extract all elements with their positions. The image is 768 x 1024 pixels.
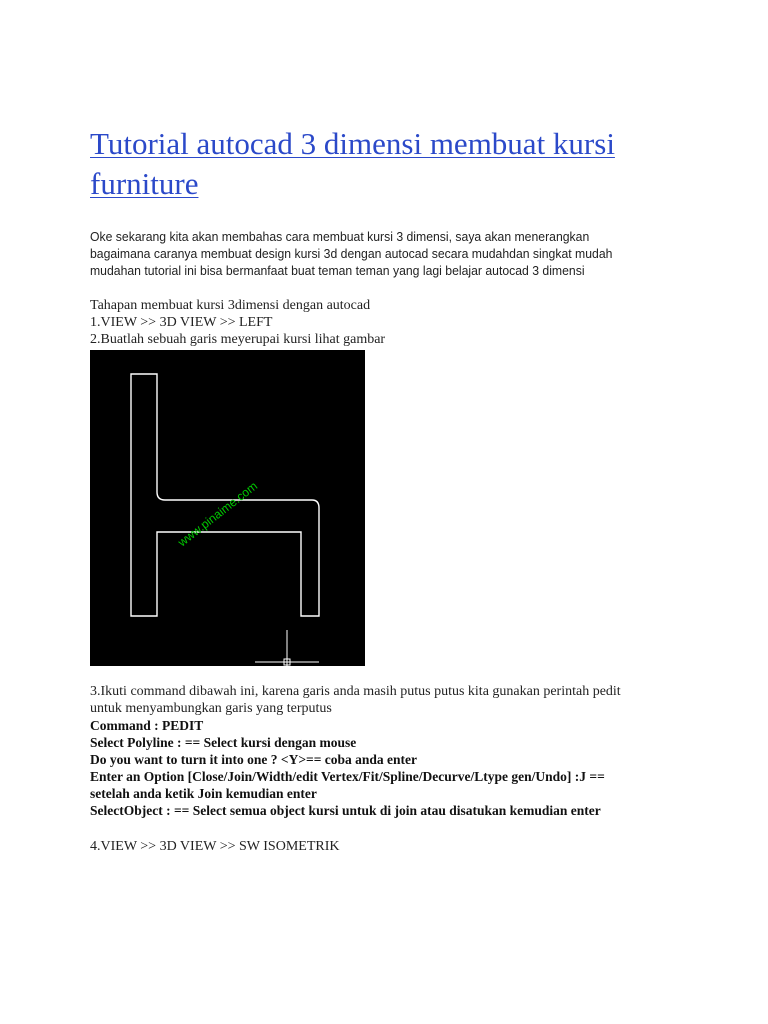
command-after-join: setelah anda ketik Join kemudian enter xyxy=(90,786,317,801)
step-2: 2.Buatlah sebuah garis meyerupai kursi lihat gambar xyxy=(90,332,386,347)
steps-heading: Tahapan membuat kursi 3dimensi dengan autocad xyxy=(90,298,371,313)
step-3-block xyxy=(90,683,680,819)
intro-paragraph: Oke sekarang kita akan membahas cara membuat kursi 3 dimensi, saya akan menerangkan bagaimana caranya membuat design kursi 3d dengan autocad secara mudahdan singkat mudah mudahan tutorial ini bisa bermanfaat buat teman teman yang lagi belajar autocad 3 dimensi xyxy=(90,229,613,278)
command-pedit: Command : PEDIT xyxy=(90,718,204,733)
step-3-line-2: untuk menyambungkan garis yang terputus xyxy=(90,701,332,716)
command-turn-into-one: Do you want to turn it into one ? <Y>== coba anda enter xyxy=(90,752,418,767)
autocad-chair-drawing xyxy=(90,350,365,666)
steps-list xyxy=(90,297,690,348)
article-title-link[interactable]: Tutorial autocad 3 dimensi membuat kursi furniture xyxy=(90,126,615,201)
step-1: 1.VIEW >> 3D VIEW >> LEFT xyxy=(90,315,273,330)
command-select-object: SelectObject : == Select semua object kursi untuk di join atau disatukan kemudian enter xyxy=(90,803,601,818)
chair-outline xyxy=(131,374,319,616)
command-select-polyline: Select Polyline : == Select kursi dengan mouse xyxy=(90,735,357,750)
step-3-line-1: 3.Ikuti command dibawah ini, karena garis anda masih putus putus kita gunakan perintah pedit xyxy=(90,684,621,699)
step-4: 4.VIEW >> 3D VIEW >> SW ISOMETRIK xyxy=(90,839,340,854)
chair-outline-svg xyxy=(90,350,365,666)
watermark-text: www.pinaime.com xyxy=(175,478,261,550)
command-enter-option: Enter an Option [Close/Join/Width/edit Vertex/Fit/Spline/Decurve/Ltype gen/Undo] :J == xyxy=(90,769,605,784)
